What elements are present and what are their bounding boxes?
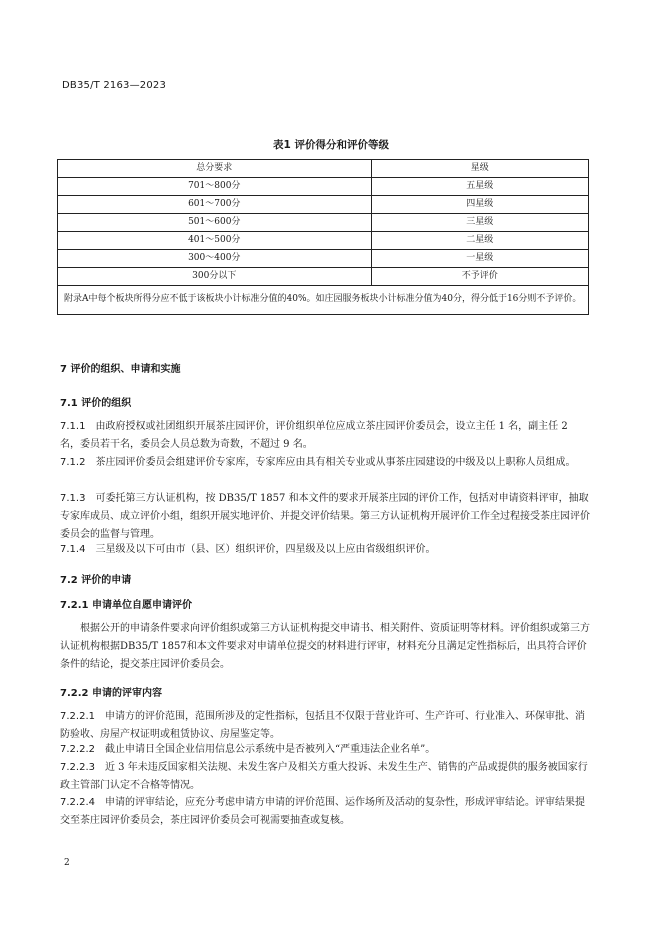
score-cell: 300～400分 [58, 250, 372, 268]
clause-text: 三星级及以下可由市（县、区）组织评价，四星级及以上应由省级组织评价。 [95, 544, 436, 555]
paragraph-7-2-2-2 [60, 741, 590, 759]
section-heading-7-2-1: 7.2.1 申请单位自愿申请评价 [60, 600, 192, 611]
table-row [58, 196, 589, 214]
table-row [58, 250, 589, 268]
clause-number: 7.2.2.2 [60, 744, 95, 755]
section-heading-7-2: 7.2 评价的申请 [60, 575, 132, 586]
paragraph-7-2-2-3 [60, 759, 590, 795]
paragraph-7-1-4 [60, 541, 590, 559]
grade-cell: 三星级 [371, 214, 589, 232]
column-header-score: 总分要求 [58, 160, 372, 178]
clause-number: 7.1.1 [60, 421, 86, 432]
grade-cell: 四星级 [371, 196, 589, 214]
clause-number: 7.2.2.3 [60, 762, 95, 773]
clause-text: 茶庄园评价委员会组建评价专家库，专家库应由具有相关专业或从事茶庄园建设的中级及以上职称人员组成。 [95, 457, 576, 468]
paragraph-7-1-2 [60, 454, 590, 472]
score-cell: 501～600分 [58, 214, 372, 232]
clause-number: 7.2.2.1 [60, 711, 95, 722]
score-cell: 701～800分 [58, 178, 372, 196]
clause-text: 申请方的评价范围，范围所涉及的定性指标，包括且不仅限于营业许可、生产许可、行业准入、环保审批、消防验收、房屋产权证明或租赁协议、房屋鉴定等。 [60, 711, 585, 740]
paragraph-7-1-3 [60, 490, 590, 544]
table-row [58, 178, 589, 196]
clause-text: 近 3 年未违反国家相关法规、未发生客户及相关方重大投诉、未发生生产、销售的产品或提供的服务被国家行政主管部门认定不合格等情况。 [60, 762, 588, 791]
section-heading-7-1: 7.1 评价的组织 [60, 398, 132, 409]
clause-text: 截止申请日全国企业信用信息公示系统中是否被列入“严重违法企业名单”。 [105, 744, 436, 755]
score-cell: 300分以下 [58, 268, 372, 286]
clause-number: 7.2.2.4 [60, 797, 95, 808]
paragraph-7-2-1: 根据公开的申请条件要求向评价组织或第三方认证机构提交申请书、相关附件、资质证明等材料。评价组织或第三方认证机构根据DB35/T 1857和本文件要求对申请单位提交的材料进行评审，材料充分且满足定性指标后，出具符合评价条件的结论，提交茶庄园评价委员会。 [60, 623, 590, 670]
table-row [58, 232, 589, 250]
clause-number: 7.1.2 [60, 457, 86, 468]
table-title: 表1 评价得分和评价等级 [273, 139, 389, 151]
grade-cell: 二星级 [371, 232, 589, 250]
column-header-grade: 星级 [371, 160, 589, 178]
clause-text: 申请的评审结论，应充分考虑申请方申请的评价范围、运作场所及活动的复杂性，形成评审结论。评审结果提交至茶庄园评价委员会，茶庄园评价委员会可视需要抽查或复核。 [60, 797, 585, 826]
paragraph-7-2-2-1 [60, 708, 590, 744]
table-row [58, 214, 589, 232]
score-grade-table [57, 159, 589, 315]
clause-text: 可委托第三方认证机构，按 DB35/T 1857 和本文件的要求开展茶庄园的评价工作，包括对申请资料评审，抽取专家库成员、成立评价小组，组织开展实地评价、并提交评价结果。第三方认证机构开展评价工作全过程接受茶庄园评价委员会的监督与管理。 [60, 493, 590, 540]
paragraph-7-2-2-4 [60, 794, 590, 830]
paragraph-7-1-1 [60, 418, 590, 454]
table-header-row [58, 160, 589, 178]
table-note: 附录A中每个板块所得分应不低于该板块小计标准分值的40%。如庄园服务板块小计标准分值为40分，得分低于16分则不予评价。 [58, 286, 589, 315]
section-heading-7-2-2: 7.2.2 申请的评审内容 [60, 688, 162, 699]
table-row [58, 268, 589, 286]
score-cell: 401～500分 [58, 232, 372, 250]
grade-cell: 不予评价 [371, 268, 589, 286]
standard-code: DB35/T 2163—2023 [62, 80, 167, 91]
page-number: 2 [64, 858, 70, 868]
clause-number: 7.1.3 [60, 493, 86, 504]
score-cell: 601～700分 [58, 196, 372, 214]
clause-text: 由政府授权或社团组织开展茶庄园评价，评价组织单位应成立茶庄园评价委员会，设立主任 1 名，副主任 2 名，委员若干名，委员会人员总数为奇数，不超过 9 名。 [60, 421, 568, 450]
table-note-row [58, 286, 589, 315]
clause-number: 7.1.4 [60, 544, 86, 555]
grade-cell: 一星级 [371, 250, 589, 268]
section-heading-7: 7 评价的组织、申请和实施 [60, 364, 181, 375]
grade-cell: 五星级 [371, 178, 589, 196]
